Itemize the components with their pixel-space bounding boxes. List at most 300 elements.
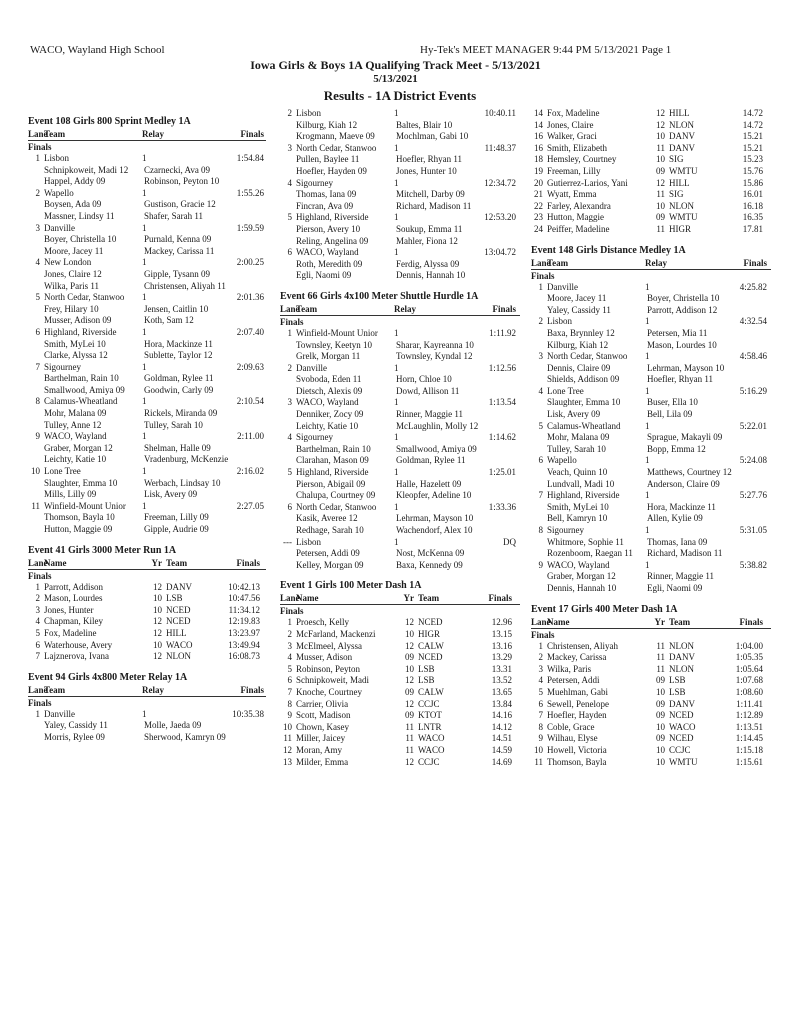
finals-time: 4:32.54 [739, 316, 767, 327]
relay-member: Barthelman, Rain 10 [44, 373, 119, 384]
relay-member: Slaughter, Emma 10 [44, 477, 118, 488]
result-row [531, 652, 771, 664]
finals-section-label: Finals [28, 697, 52, 708]
header-year: Yr [151, 557, 162, 568]
athlete-year: 10 [153, 593, 162, 604]
place: 6 [538, 455, 543, 466]
athlete-year: 12 [656, 108, 665, 118]
relay-member: Kilburg, Kiah 12 [547, 339, 609, 350]
relay-members-row [280, 166, 520, 178]
event-94-continued-block [280, 108, 520, 282]
relay-member: Kilburg, Kiah 12 [296, 119, 358, 130]
relay-member: Freeman, Lilly 09 [144, 512, 209, 523]
athlete-year: 10 [153, 604, 162, 615]
finals-time: 15.76 [742, 165, 763, 176]
athlete-name: Carrier, Olivia [296, 698, 349, 709]
relay-letter: 1 [645, 385, 650, 396]
relay-letter: 1 [142, 500, 147, 511]
place: 11 [283, 733, 292, 744]
relay-letter: 1 [142, 708, 147, 719]
relay-member: Lundvall, Madi 10 [547, 478, 615, 489]
athlete-year: 11 [656, 189, 665, 200]
relay-member: Boyer, Christella 10 [44, 234, 117, 245]
finals-section-label: Finals [28, 142, 52, 152]
team-code: NLON [669, 640, 694, 651]
team-code: WACO [418, 733, 445, 744]
header-finals: Finals [488, 593, 512, 604]
relay-result-row [28, 396, 266, 408]
relay-result-row [531, 386, 771, 398]
athlete-name: Jones, Hunter [44, 604, 94, 615]
team-code: DANV [669, 652, 695, 663]
team-code: DANV [166, 581, 192, 592]
relay-member: Shields, Addison 09 [547, 374, 620, 385]
relay-result-row [28, 223, 266, 235]
header-lane: Lane [28, 129, 48, 139]
relay-member: Sharar, Kayreanna 10 [396, 339, 474, 350]
relay-members-row [280, 386, 520, 398]
relay-letter: 1 [394, 501, 399, 512]
team-name: Winfield-Mount Unior [44, 500, 126, 511]
relay-member: Whitmore, Sophie 11 [547, 536, 624, 547]
athlete-name: Robinson, Peyton [296, 663, 361, 674]
relay-member: Leichty, Katie 10 [296, 420, 359, 431]
relay-member: Pierson, Abigail 09 [296, 478, 366, 489]
relay-member: Leichty, Katie 10 [44, 454, 107, 465]
place: 14 [534, 108, 543, 118]
relay-member: Mitchell, Darby 09 [396, 189, 465, 200]
relay-members-row [280, 444, 520, 456]
relay-member: Slaughter, Emma 10 [547, 397, 621, 408]
team-name: Sigourney [296, 177, 333, 188]
relay-members-row [28, 478, 266, 490]
relay-member: Tulley, Sarah 10 [144, 419, 203, 430]
place: 5 [287, 467, 292, 478]
relay-member: Graber, Morgan 12 [547, 571, 616, 582]
team-code: NLON [669, 200, 694, 211]
relay-members-row [28, 443, 266, 455]
relay-member: Sprague, Makayli 09 [647, 432, 723, 443]
finals-time: 15.86 [742, 177, 763, 188]
athlete-year: 11 [656, 663, 665, 674]
finals-time: 1:05.35 [735, 652, 763, 663]
result-row [280, 664, 520, 676]
athlete-name: Chown, Kasey [296, 721, 349, 732]
result-row [531, 710, 771, 722]
finals-time: 16.18 [742, 200, 763, 211]
finals-time: 12:34.72 [484, 177, 516, 188]
finals-time: 1:54.84 [236, 153, 264, 163]
relay-member: Bell, Kamryn 10 [547, 513, 608, 524]
relay-result-row [28, 431, 266, 443]
athlete-name: Hemsley, Courtney [547, 154, 617, 165]
athlete-name: Smith, Elizabeth [547, 142, 607, 153]
team-name: Danville [296, 362, 327, 373]
relay-letter: 1 [142, 361, 147, 372]
athlete-name: Parrott, Addison [44, 581, 104, 592]
athlete-year: 09 [405, 652, 414, 663]
finals-time: 1:08.60 [735, 686, 763, 697]
place: 4 [538, 675, 543, 686]
finals-section-label: Finals [28, 570, 52, 581]
team-code: WMTU [669, 756, 698, 767]
relay-member: Werbach, Lindsay 10 [144, 477, 221, 488]
team-code: NCED [669, 733, 694, 744]
finals-time: 14.72 [742, 108, 763, 118]
finals-time: 1:14.45 [735, 733, 763, 744]
place: 5 [35, 292, 40, 303]
finals-time: 15.21 [742, 142, 763, 153]
relay-member: Redhage, Sarah 10 [296, 525, 364, 535]
place: 5 [538, 686, 543, 697]
header-lane: Lane [28, 684, 48, 695]
place: 5 [287, 212, 292, 223]
athlete-year: 09 [656, 212, 665, 223]
relay-member: Schnipkoweit, Madi 12 [44, 164, 129, 175]
athlete-year: 11 [405, 744, 414, 755]
relay-member: Thomson, Bayla 10 [44, 512, 115, 523]
team-code: KTOT [418, 710, 442, 721]
header-relay: Relay [645, 257, 667, 268]
athlete-name: Mason, Lourdes [44, 593, 103, 604]
finals-time: 11:34.12 [228, 604, 260, 615]
team-name: WACO, Wayland [296, 247, 359, 258]
finals-time: 14.69 [491, 756, 512, 767]
result-row [531, 687, 771, 699]
result-row [531, 201, 771, 213]
relay-member: Mohr, Malana 09 [547, 432, 610, 443]
relay-members-row [280, 340, 520, 352]
relay-member: Halle, Hazelett 09 [396, 478, 462, 489]
finals-time: 1:11.41 [736, 698, 763, 709]
relay-result-row [280, 143, 520, 155]
report-header-left: WACO, Wayland High School [30, 44, 165, 56]
column-header-row [280, 303, 520, 316]
result-row [531, 745, 771, 757]
header-lane: Lane [531, 616, 551, 627]
relay-member: Gustison, Gracie 12 [144, 199, 216, 210]
relay-member: Ferdig, Alyssa 09 [396, 258, 460, 269]
team-code: CALW [418, 686, 444, 697]
place: 2 [538, 652, 543, 663]
athlete-year: 12 [405, 675, 414, 686]
team-code: NCED [166, 604, 191, 615]
relay-members-row [28, 211, 266, 223]
result-row [28, 651, 266, 663]
result-row [531, 664, 771, 676]
event-66-block [280, 290, 520, 571]
relay-members-row [280, 525, 520, 537]
finals-section-label: Finals [531, 270, 555, 281]
relay-members-row [28, 489, 266, 501]
team-name: Sigourney [547, 525, 584, 535]
relay-letter: 1 [142, 222, 147, 233]
athlete-year: 12 [405, 640, 414, 651]
finals-time: 2:01.36 [236, 292, 264, 303]
relay-member: Jones, Claire 12 [44, 268, 102, 279]
relay-member: Rozenboom, Raegan 11 [547, 548, 633, 559]
team-name: North Cedar, Stanwoo [296, 142, 377, 153]
relay-member: Mahler, Fiona 12 [396, 235, 458, 246]
relay-member: Lisk, Avery 09 [547, 409, 601, 420]
athlete-name: Christensen, Aliyah [547, 640, 618, 651]
relay-member: Dennis, Hannah 10 [547, 582, 617, 593]
athlete-year: 09 [656, 698, 665, 709]
relay-member: Goodwin, Carly 09 [144, 384, 214, 395]
athlete-name: McFarland, Mackenzi [296, 628, 376, 639]
athlete-year: 11 [405, 733, 414, 744]
header-team: Team [669, 616, 691, 627]
place: 8 [35, 396, 40, 407]
relay-members-row [280, 421, 520, 433]
relay-member: Hoefler, Rhyan 11 [647, 374, 714, 385]
place: 3 [538, 663, 543, 674]
team-name: Lone Tree [44, 466, 81, 477]
relay-member: Thomas, Iana 09 [647, 536, 708, 547]
place: 4 [287, 652, 292, 663]
place: 1 [538, 281, 543, 292]
result-row [531, 641, 771, 653]
place: 6 [287, 247, 292, 258]
event-108-block [28, 115, 266, 536]
relay-members-row [531, 328, 771, 340]
team-name: Sigourney [296, 432, 333, 443]
athlete-name: Waterhouse, Avery [44, 639, 113, 650]
relay-members-row [531, 397, 771, 409]
finals-time: 1:59.59 [236, 222, 264, 233]
place: 7 [287, 686, 292, 697]
relay-member: Tulley, Anne 12 [44, 419, 102, 430]
results-column-2 [280, 108, 520, 776]
relay-member: Shafer, Sarah 11 [144, 210, 204, 221]
relay-result-row [531, 490, 771, 502]
relay-members-row [28, 350, 266, 362]
place: 1 [35, 153, 40, 163]
place: 7 [35, 361, 40, 372]
team-code: SIG [669, 189, 684, 200]
relay-members-row [28, 269, 266, 281]
column-header-row [28, 684, 266, 697]
finals-time: 14.59 [491, 744, 512, 755]
relay-member: Svoboda, Eden 11 [296, 374, 362, 385]
relay-result-row [531, 455, 771, 467]
relay-member: Purnald, Kenna 09 [144, 234, 212, 245]
athlete-name: Walker, Graci [547, 131, 597, 142]
finals-time: 13.31 [491, 663, 512, 674]
header-team: Team [44, 129, 66, 139]
result-row [531, 224, 771, 236]
athlete-year: 12 [656, 119, 665, 130]
finals-time: 13.16 [491, 640, 512, 651]
relay-members-row [531, 467, 771, 479]
header-team: Team [296, 303, 318, 314]
athlete-year: 10 [656, 721, 665, 732]
relay-member: Smallwood, Amiya 09 [396, 443, 477, 454]
relay-member: Lisk, Avery 09 [144, 489, 198, 500]
relay-member: Buser, Ella 10 [647, 397, 698, 408]
relay-member: Lehrman, Mayson 10 [647, 362, 725, 373]
team-name: WACO, Wayland [296, 397, 359, 408]
team-name: Highland, Riverside [547, 490, 620, 501]
header-year: Yr [403, 593, 414, 604]
team-code: HILL [669, 108, 690, 118]
team-name: New London [44, 257, 92, 268]
relay-member: Townsley, Kyndal 12 [396, 351, 473, 362]
place: 4 [287, 432, 292, 443]
result-row [280, 710, 520, 722]
event-title: Event 17 Girls 400 Meter Dash 1A [531, 603, 678, 615]
relay-member: Koth, Sam 12 [144, 315, 194, 326]
place: 6 [538, 698, 543, 709]
relay-members-row [28, 315, 266, 327]
place: 20 [534, 177, 543, 188]
place: 2 [35, 187, 40, 198]
relay-member: Nost, McKenna 09 [396, 548, 465, 559]
relay-members-row [28, 234, 266, 246]
place: 2 [287, 108, 292, 118]
column-header-row [28, 128, 266, 141]
header-finals: Finals [236, 557, 260, 568]
relay-member: Parrott, Addison 12 [647, 304, 718, 315]
relay-member: Musser, Adison 09 [44, 315, 112, 326]
finals-time: 16:08.73 [228, 651, 260, 662]
result-row [28, 593, 266, 605]
relay-result-row [531, 421, 771, 433]
athlete-year: 09 [405, 686, 414, 697]
place: 7 [538, 710, 543, 721]
relay-member: Roth, Meredith 09 [296, 258, 363, 269]
finals-time: 14.51 [491, 733, 512, 744]
relay-result-row [531, 282, 771, 294]
relay-member: Veach, Quinn 10 [547, 467, 608, 478]
relay-members-row [28, 454, 266, 466]
finals-time: 1:33.36 [488, 501, 516, 512]
team-name: Lisbon [547, 316, 573, 327]
team-code: WACO [418, 744, 445, 755]
team-name: Lisbon [44, 153, 70, 163]
finals-time: 16.01 [742, 189, 763, 200]
header-year: Yr [654, 616, 665, 627]
relay-letter: 1 [645, 559, 650, 570]
relay-members-row [280, 224, 520, 236]
relay-members-row [28, 524, 266, 536]
relay-member: Pullen, Baylee 11 [296, 154, 360, 165]
relay-letter: 1 [645, 351, 650, 362]
finals-time: 12:19.83 [228, 616, 260, 627]
relay-members-row [531, 537, 771, 549]
relay-letter: 1 [394, 397, 399, 408]
team-code: NCED [418, 652, 443, 663]
relay-member: Lehrman, Mayson 10 [396, 513, 474, 524]
relay-members-row [531, 409, 771, 421]
result-row [531, 757, 771, 769]
finals-time: 2:00.25 [236, 257, 264, 268]
relay-member: Clarke, Alyssa 12 [44, 350, 108, 361]
place: 16 [534, 142, 543, 153]
finals-time: 15.21 [742, 131, 763, 142]
place: 18 [534, 154, 543, 165]
place: 3 [35, 222, 40, 233]
relay-member: Allen, Kylie 09 [647, 513, 703, 524]
result-row [28, 582, 266, 594]
result-row [531, 189, 771, 201]
result-row [280, 675, 520, 687]
place: 8 [538, 525, 543, 535]
result-row [280, 641, 520, 653]
relay-member: Smith, MyLei 10 [44, 338, 106, 349]
relay-members-row [280, 409, 520, 421]
relay-members-row [280, 236, 520, 248]
relay-members-row [28, 385, 266, 397]
relay-member: Denniker, Zocy 09 [296, 409, 364, 420]
relay-member: Rinner, Maggie 11 [396, 409, 464, 420]
finals-time: 2:10.54 [236, 396, 264, 407]
place: 21 [534, 189, 543, 200]
finals-time: 13.65 [491, 686, 512, 697]
relay-members-row [280, 513, 520, 525]
finals-time: DQ [503, 536, 516, 547]
relay-result-row [28, 153, 266, 165]
finals-section-label: Finals [531, 629, 555, 640]
place: 1 [35, 708, 40, 719]
relay-result-row [28, 466, 266, 478]
athlete-year: 09 [656, 675, 665, 686]
relay-result-row [531, 560, 771, 572]
relay-member: Townsley, Keetyn 10 [296, 339, 373, 350]
team-name: Highland, Riverside [44, 326, 117, 337]
finals-time: 1:55.26 [236, 187, 264, 198]
relay-members-row [280, 259, 520, 271]
column-header-row [531, 616, 771, 629]
athlete-name: Musser, Adison [296, 652, 353, 663]
finals-time: 2:09.63 [236, 361, 264, 372]
relay-letter: 1 [394, 108, 399, 118]
relay-members-row [280, 374, 520, 386]
place: 4 [35, 616, 40, 627]
relay-result-row [28, 709, 266, 721]
place: 6 [287, 675, 292, 686]
relay-member: Kleopfer, Adeline 10 [396, 490, 472, 501]
athlete-year: 09 [656, 165, 665, 176]
team-name: North Cedar, Stanwoo [44, 292, 125, 303]
team-code: DANV [669, 131, 695, 142]
relay-member: Yaley, Cassidy 11 [547, 304, 611, 315]
team-name: Danville [547, 281, 578, 292]
athlete-name: Hutton, Maggie [547, 212, 604, 223]
team-code: LSB [418, 675, 435, 686]
athlete-name: Scott, Madison [296, 710, 351, 721]
header-finals: Finals [739, 616, 763, 627]
relay-members-row [280, 548, 520, 560]
athlete-year: 10 [153, 639, 162, 650]
finals-time: 10:42.13 [228, 581, 260, 592]
athlete-name: Coble, Grace [547, 721, 595, 732]
meet-title: Iowa Girls & Boys 1A Qualifying Track Meet - 5/13/2021 [250, 58, 541, 72]
finals-time: 11:48.37 [484, 142, 516, 153]
relay-letter: 1 [142, 396, 147, 407]
team-code: NCED [669, 710, 694, 721]
athlete-year: 10 [656, 131, 665, 142]
relay-member: Baxa, Brynnley 12 [547, 327, 615, 338]
athlete-year: 12 [405, 617, 414, 628]
place: 3 [287, 640, 292, 651]
relay-member: Kasik, Averee 12 [296, 513, 358, 524]
relay-result-row [280, 502, 520, 514]
relay-members-row [531, 444, 771, 456]
relay-letter: 1 [394, 247, 399, 258]
header-finals: Finals [492, 303, 516, 314]
relay-members-row [280, 270, 520, 282]
